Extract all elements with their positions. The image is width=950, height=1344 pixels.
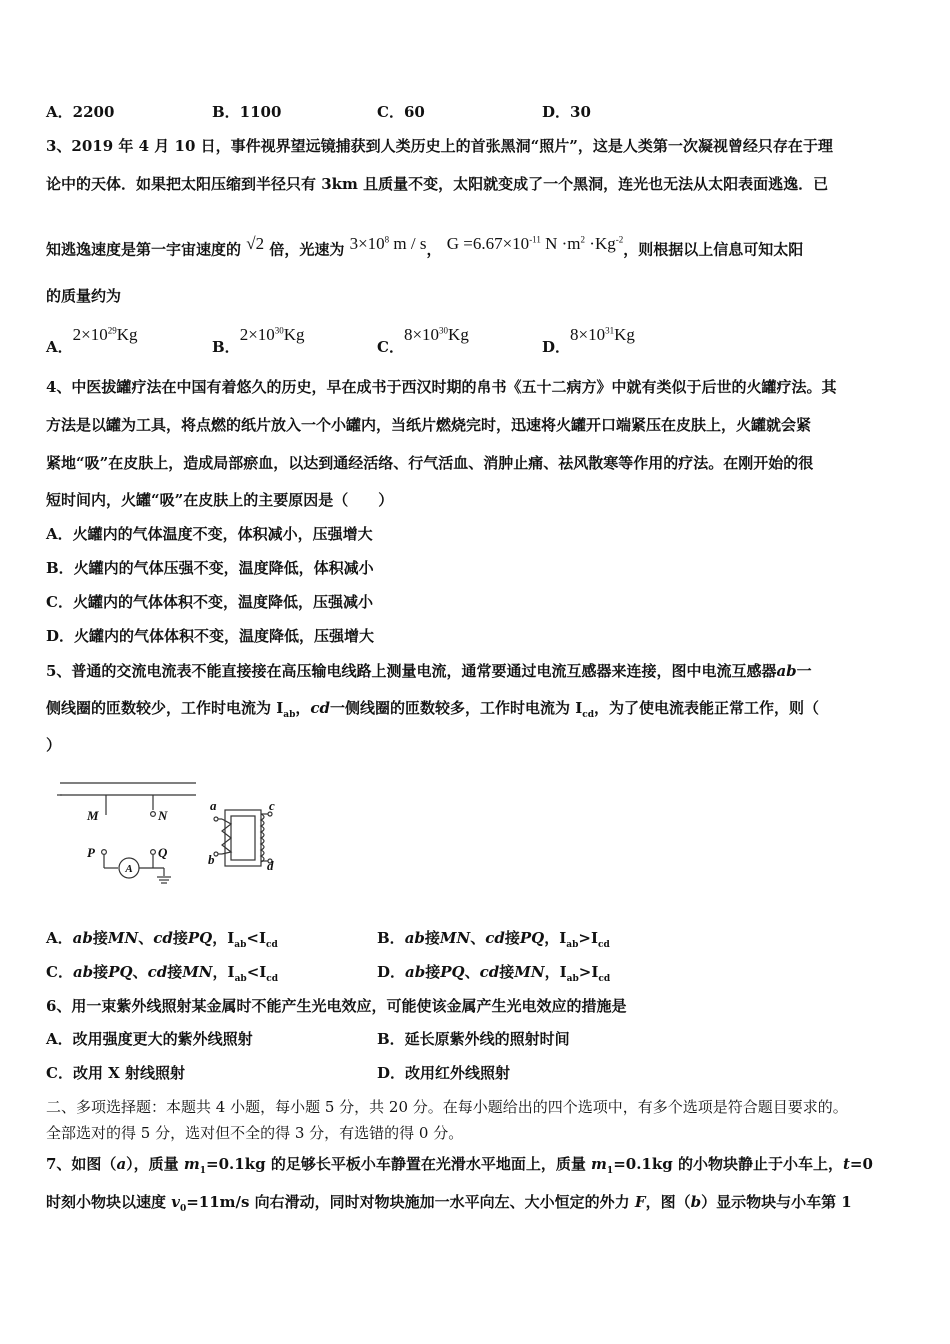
q6-line-1: 6、用一束紫外线照射某金属时不能产生光电效应，可能使该金属产生光电效应的措施是 bbox=[46, 997, 627, 1015]
q4-line-3: 紧地“吸”在皮肤上，造成局部瘀血，以达到通经活络、行气活血、消肿止痛、祛风散寒等作用的疗法。在刚开始的很 bbox=[46, 454, 814, 472]
gravitational-constant: $G =6.67\times 10^{-11}$ $N \cdot m^2 \cdot Kg^{-2}$ bbox=[446, 233, 624, 253]
terminal-b: b bbox=[208, 852, 215, 867]
q5-line-3: ） bbox=[46, 736, 62, 754]
q3-line-3: 知逃逸速度是第一宇宙速度的 √2 倍，光速为 $3\times 10^8$ m / s， $G =6.67\times 10^{-11}$ $N \cdot m^2 \cdot Kg^{-2}$，则根据以上信息可知太阳 bbox=[46, 233, 804, 259]
q2-option-b: B．1100 bbox=[212, 103, 282, 121]
terminal-N: N bbox=[158, 808, 168, 823]
q7-line-2: 时刻小物块以速度 $v_0=11m/s$ 向右滑动，同时对物块施加一水平向左、大小恒定的外力 F，图（b）显示物块与小车第 1 bbox=[46, 1193, 852, 1214]
terminal-Q: Q bbox=[158, 845, 168, 860]
q5-option-c: C．ab接PQ、cd接MN，$I_{ab}<I_{cd}$ bbox=[46, 963, 279, 984]
current-transformer-figure bbox=[50, 776, 290, 892]
q4-option-d: D．火罐内的气体体积不变，温度降低，压强增大 bbox=[46, 627, 375, 645]
q3-line-2: 论中的天体．如果把太阳压缩到半径只有 3km 且质量不变，太阳就变成了一个黑洞，连光也无法从太阳表面逃逸．已 bbox=[46, 175, 829, 193]
q3-line-4: 的质量约为 bbox=[46, 287, 122, 305]
light-speed: $3\times 10^8$ m / s bbox=[349, 233, 427, 253]
q3-option-a: A．$2\times 10^{29}Kg$ bbox=[46, 324, 138, 356]
q5-option-b: B．ab接MN、cd接PQ，$I_{ab}>I_{cd}$ bbox=[377, 929, 610, 950]
q6-option-b: B．延长原紫外线的照射时间 bbox=[377, 1030, 570, 1048]
q4-line-4: 短时间内，火罐“吸”在皮肤上的主要原因是（ ） bbox=[46, 491, 394, 509]
q7-line-1: 7、如图（a），质量 $m_1=0.1kg$ 的足够长平板小车静置在光滑水平地面上，质量 $m_1=0.1kg$ 的小物块静止于小车上，t=0 bbox=[46, 1155, 873, 1176]
ammeter-label: A bbox=[125, 863, 133, 875]
terminal-P: P bbox=[87, 845, 95, 860]
q5-option-d: D．ab接PQ、cd接MN，$I_{ab}>I_{cd}$ bbox=[377, 963, 611, 984]
q4-option-a: A．火罐内的气体温度不变，体积减小，压强增大 bbox=[46, 525, 373, 543]
q4-line-1: 4、中医拔罐疗法在中国有着悠久的历史，早在成书于西汉时期的帛书《五十二病方》中就有类似于后世的火罐疗法。其 bbox=[46, 378, 837, 396]
terminal-a: a bbox=[210, 798, 217, 813]
q2-option-d: D．30 bbox=[542, 103, 591, 121]
q5-option-a: A．ab接MN、cd接PQ，$I_{ab}<I_{cd}$ bbox=[46, 929, 278, 950]
q4-option-c: C．火罐内的气体体积不变，温度降低，压强减小 bbox=[46, 593, 373, 611]
q3-line-1: 3、2019 年 4 月 10 日，事件视界望远镜捕获到人类历史上的首张黑洞“照片”，这是人类第一次凝视曾经只存在于理 bbox=[46, 137, 833, 155]
q6-option-d: D．改用红外线照射 bbox=[377, 1064, 511, 1082]
q3-option-d: D．$8\times 10^{31}Kg$ bbox=[542, 324, 635, 356]
section-2-line-2: 全部选对的得 5 分，选对但不全的得 3 分，有选错的得 0 分。 bbox=[46, 1124, 464, 1142]
terminal-M: M bbox=[87, 808, 99, 823]
q5-line-1: 5、普通的交流电流表不能直接接在高压输电线路上测量电流，通常要通过电流互感器来连接，图中电流互感器ab一 bbox=[46, 662, 812, 680]
sqrt-two: √2 bbox=[246, 233, 265, 253]
q6-option-c: C．改用 X 射线照射 bbox=[46, 1064, 186, 1082]
q2-option-c: C．60 bbox=[377, 103, 425, 121]
terminal-d: d bbox=[267, 858, 274, 873]
q4-line-2: 方法是以罐为工具，将点燃的纸片放入一个小罐内，当纸片燃烧完时，迅速将火罐开口端紧压在皮肤上，火罐就会紧 bbox=[46, 416, 812, 434]
q3-option-c: C．$8\times 10^{30}Kg$ bbox=[377, 324, 469, 356]
terminal-c: c bbox=[269, 798, 275, 813]
q3-option-b: B．$2\times 10^{30}Kg$ bbox=[212, 324, 305, 356]
q2-option-a: A．2200 bbox=[46, 103, 115, 121]
q6-option-a: A．改用强度更大的紫外线照射 bbox=[46, 1030, 253, 1048]
q5-line-2: 侧线圈的匝数较少，工作时电流为 $I_{ab}$，cd一侧线圈的匝数较多，工作时电流为 $I_{cd}$，为了使电流表能正常工作，则（ bbox=[46, 699, 820, 720]
section-2-line-1: 二、多项选择题：本题共 4 小题，每小题 5 分，共 20 分。在每小题给出的四个选项中，有多个选项是符合题目要求的。 bbox=[46, 1098, 848, 1116]
q4-option-b: B．火罐内的气体压强不变，温度降低，体积减小 bbox=[46, 559, 374, 577]
